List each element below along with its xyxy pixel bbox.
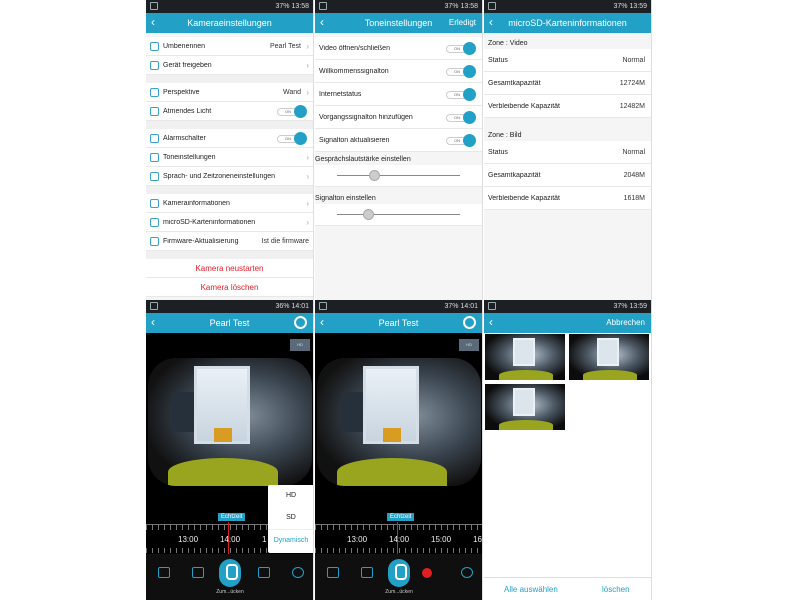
- row-perspective[interactable]: [146, 83, 313, 102]
- row-operation-toggle: [315, 106, 482, 129]
- panel-live-view-record: [315, 300, 483, 600]
- breathing-light-toggle[interactable]: ON: [277, 105, 307, 118]
- row-label: Signalton aktualisieren: [319, 136, 390, 144]
- alarm-toggle[interactable]: ON: [277, 132, 307, 145]
- row-label: Firmware-Aktualisierung: [163, 237, 239, 245]
- timeline[interactable]: [315, 508, 483, 554]
- row-welcome-toggle: [315, 60, 482, 83]
- panel-gallery: [484, 300, 652, 600]
- back-icon[interactable]: ‹: [320, 15, 324, 29]
- info-row: Status Normal: [484, 49, 651, 72]
- chevron-right-icon: ›: [306, 41, 309, 51]
- status-bar: [315, 0, 482, 13]
- app-bar: [315, 313, 482, 333]
- fisheye-image: [148, 358, 312, 486]
- chevron-right-icon: ›: [306, 217, 309, 227]
- row-label: Umbenennen: [163, 42, 206, 50]
- info-row: Verbleibende Kapazität 1618M: [484, 187, 651, 210]
- row-camera-info[interactable]: [146, 194, 313, 213]
- share-icon: [150, 61, 159, 70]
- app-bar: [146, 13, 313, 33]
- status-bar: [484, 300, 651, 313]
- chevron-right-icon: ›: [306, 171, 309, 181]
- status-bar: [146, 300, 313, 313]
- row-internet-toggle: [315, 83, 482, 106]
- selection-bar: [484, 577, 652, 600]
- delete-button[interactable]: löschen: [602, 585, 630, 594]
- row-label: Perspektive: [163, 88, 200, 96]
- bell-icon: [150, 134, 159, 143]
- record-stop-icon[interactable]: [422, 568, 432, 578]
- info-row: Verbleibende Kapazität 12482M: [484, 95, 651, 118]
- quality-badge[interactable]: HD: [290, 339, 310, 351]
- row-language-timezone[interactable]: [146, 167, 313, 186]
- status-text: 37% 14:01: [444, 303, 478, 310]
- status-bar: [484, 0, 651, 13]
- done-button[interactable]: Erledigt: [448, 18, 476, 27]
- panel-camera-settings: [146, 0, 314, 300]
- row-label: Atmendes Licht: [163, 107, 212, 115]
- internet-status-toggle[interactable]: ON: [446, 88, 476, 101]
- row-label: Gerät freigeben: [163, 61, 212, 69]
- upload-icon: [150, 237, 159, 246]
- page-title: microSD-Karteninformationen: [508, 18, 627, 28]
- timeline-label: 13:00: [347, 535, 368, 544]
- row-alarm: [146, 129, 313, 148]
- notification-icon: [488, 302, 496, 310]
- quality-menu: [268, 485, 314, 553]
- control-bar: [315, 554, 483, 600]
- timeline-label: 13:00: [178, 535, 199, 544]
- camera-view[interactable]: [146, 333, 314, 508]
- volume-slider-thumb[interactable]: [369, 170, 380, 181]
- timeline-label: 14:00: [220, 535, 241, 544]
- notification-icon: [150, 2, 158, 10]
- status-bar: [146, 0, 313, 13]
- status-text: 37% 13:58: [275, 3, 309, 10]
- mute-icon[interactable]: [158, 567, 170, 578]
- thumbnail[interactable]: [484, 333, 566, 381]
- panel-live-view-menu: [146, 300, 314, 600]
- status-text: 36% 14:01: [275, 303, 309, 310]
- camera-snapshot-icon[interactable]: [361, 567, 373, 578]
- thumbnail[interactable]: [484, 383, 566, 431]
- delete-camera-button[interactable]: Kamera löschen: [146, 278, 313, 297]
- info-row: Gesamtkapazität 12724M: [484, 72, 651, 95]
- gear-icon[interactable]: [463, 316, 476, 329]
- info-icon: [150, 199, 159, 208]
- push-to-talk-label: Zum...ücken: [385, 589, 413, 595]
- page-title: Toneinstellungen: [364, 18, 433, 28]
- row-value: Wand: [282, 88, 301, 96]
- notification-icon: [319, 2, 327, 10]
- mute-icon[interactable]: [327, 567, 339, 578]
- signal-label: Signalton einstellen: [315, 191, 482, 204]
- row-video-toggle: [315, 37, 482, 60]
- back-icon[interactable]: ‹: [489, 15, 493, 29]
- push-to-talk-label: Zum...ücken: [216, 589, 244, 595]
- realtime-badge[interactable]: Echtzeit: [218, 513, 245, 521]
- timeline-label: 15:00: [431, 535, 452, 544]
- page-title: Pearl Test: [209, 318, 250, 328]
- row-sd-info[interactable]: [146, 213, 313, 232]
- notification-icon: [488, 2, 496, 10]
- chevron-right-icon: ›: [306, 87, 309, 97]
- row-label: Alarmschalter: [163, 134, 206, 142]
- info-row: Gesamtkapazität 2048M: [484, 164, 651, 187]
- panel-sound-settings: [315, 0, 483, 300]
- menu-item-sd[interactable]: SD: [286, 514, 296, 521]
- cancel-button[interactable]: Abbrechen: [606, 318, 645, 327]
- control-bar: [146, 554, 314, 600]
- row-label: microSD-Karteninformationen: [163, 218, 256, 226]
- restart-camera-button[interactable]: Kamera neustarten: [146, 259, 313, 278]
- screenshot-collage: [146, 0, 653, 600]
- microphone-button[interactable]: [388, 559, 410, 587]
- row-label: Toneinstellungen: [163, 153, 216, 161]
- row-label: Sprach- und Zeitzoneneinstellungen: [163, 172, 276, 180]
- row-breathing-light: [146, 102, 313, 121]
- app-bar: [146, 313, 313, 333]
- app-bar: [315, 13, 482, 33]
- chevron-right-icon: ›: [306, 60, 309, 70]
- info-row: Status Normal: [484, 141, 651, 164]
- video-sound-toggle[interactable]: ON: [446, 42, 476, 55]
- row-label: Willkommenssignalton: [319, 67, 389, 75]
- camera-snapshot-icon[interactable]: [192, 567, 204, 578]
- perspective-icon: [150, 88, 159, 97]
- thumbnail[interactable]: [568, 333, 650, 381]
- chevron-right-icon: ›: [306, 152, 309, 162]
- status-text: 37% 13:59: [613, 3, 647, 10]
- timeline-label: 14:00: [389, 535, 410, 544]
- realtime-badge[interactable]: Echtzeit: [387, 513, 414, 521]
- thumbnail-grid: [484, 333, 652, 433]
- back-icon[interactable]: ‹: [151, 15, 155, 29]
- language-icon: [150, 172, 159, 181]
- row-label: Internetstatus: [319, 90, 362, 98]
- microphone-button[interactable]: [219, 559, 241, 587]
- row-label: Video öffnen/schließen: [319, 44, 390, 52]
- fisheye-image: [317, 358, 481, 486]
- timeline-label: 1: [262, 535, 267, 544]
- status-text: 37% 13:59: [613, 303, 647, 310]
- app-bar: [484, 13, 651, 33]
- back-icon[interactable]: ‹: [489, 315, 493, 329]
- zone-video-label: Zone : Video: [484, 33, 651, 49]
- app-bar: [484, 313, 651, 333]
- row-firmware[interactable]: [146, 232, 313, 251]
- signal-slider[interactable]: [315, 204, 482, 226]
- update-sound-toggle[interactable]: ON: [446, 134, 476, 147]
- select-all-button[interactable]: Alle auswählen: [504, 585, 558, 594]
- notification-icon: [150, 302, 158, 310]
- page-title: Pearl Test: [378, 318, 419, 328]
- volume-slider[interactable]: [315, 165, 482, 187]
- quality-badge[interactable]: HD: [459, 339, 479, 351]
- status-bar: [315, 300, 482, 313]
- row-share-device[interactable]: [146, 56, 313, 75]
- sdcard-icon: [150, 218, 159, 227]
- menu-item-hd[interactable]: HD: [285, 492, 297, 499]
- page-title: Kameraeinstellungen: [187, 18, 272, 28]
- back-icon[interactable]: ‹: [320, 315, 324, 329]
- row-update-toggle: [315, 129, 482, 152]
- edit-icon: [150, 42, 159, 51]
- menu-item-dynamic[interactable]: Dynamisch: [268, 529, 314, 551]
- panel-sd-info: [484, 0, 652, 300]
- speaker-icon: [150, 153, 159, 162]
- signal-slider-thumb[interactable]: [363, 209, 374, 220]
- video-record-icon[interactable]: [258, 567, 270, 578]
- gear-icon[interactable]: [294, 316, 307, 329]
- row-value: Ist die firmware: [261, 237, 309, 245]
- chevron-right-icon: ›: [306, 198, 309, 208]
- mode-icon[interactable]: [461, 567, 473, 578]
- light-icon: [150, 107, 159, 116]
- row-label: Kamerainformationen: [163, 199, 230, 207]
- timeline-label: 16: [473, 535, 482, 544]
- back-icon[interactable]: ‹: [151, 315, 155, 329]
- camera-view[interactable]: [315, 333, 483, 508]
- row-value: Pearl Test: [270, 42, 301, 50]
- mode-icon[interactable]: [292, 567, 304, 578]
- volume-label: Gesprächslautstärke einstellen: [315, 152, 482, 165]
- welcome-sound-toggle[interactable]: ON: [446, 65, 476, 78]
- row-sound-settings[interactable]: [146, 148, 313, 167]
- row-rename[interactable]: [146, 37, 313, 56]
- notification-icon: [319, 302, 327, 310]
- zone-image-label: Zone : Bild: [484, 118, 651, 141]
- status-text: 37% 13:58: [444, 3, 478, 10]
- row-label: Vorgangssignalton hinzufügen: [319, 113, 413, 121]
- operation-sound-toggle[interactable]: ON: [446, 111, 476, 124]
